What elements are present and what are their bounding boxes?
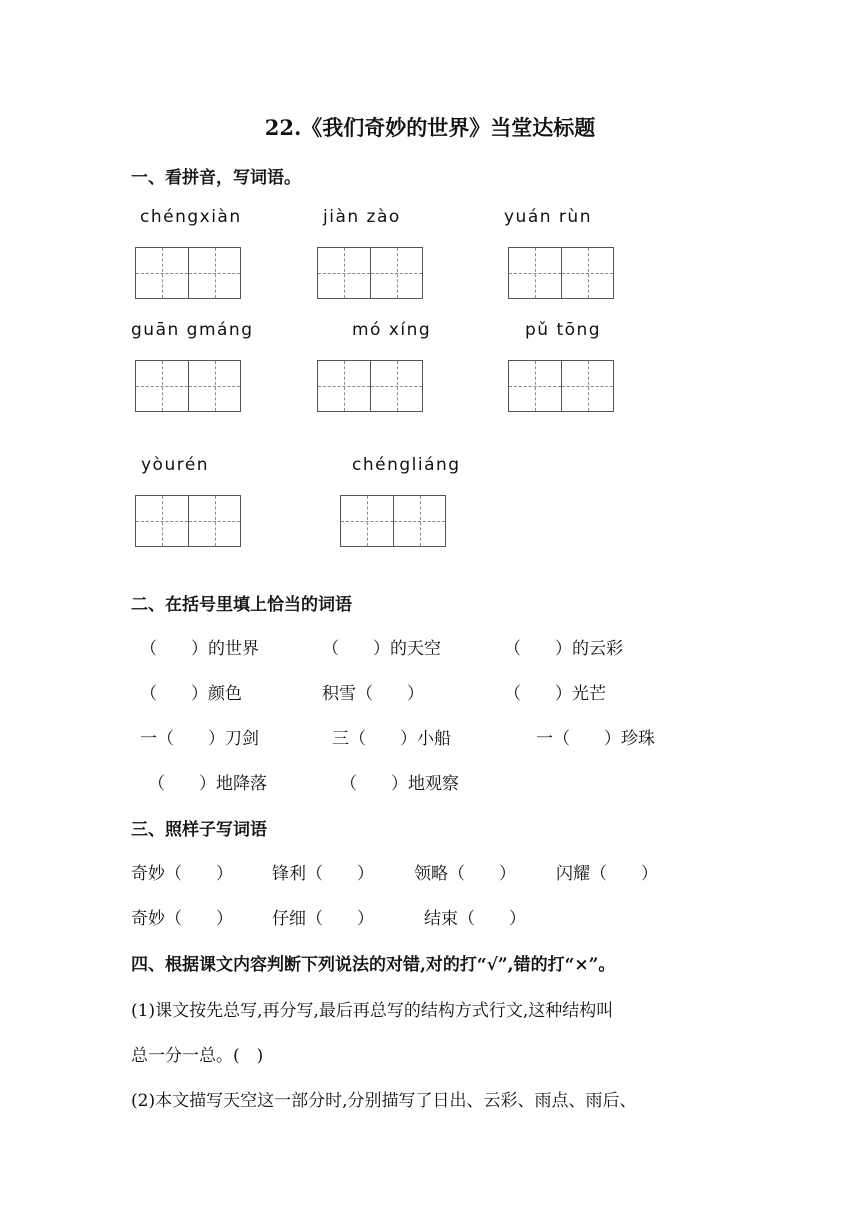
pinyin-7: yòurén [141, 455, 210, 475]
section-1-heading: 一、看拼音，写词语。 [131, 168, 301, 188]
pattern-item[interactable]: 仔细（ ） [272, 909, 374, 929]
pinyin-5: mó xíng [352, 320, 432, 340]
writing-grid-3[interactable] [508, 247, 614, 299]
fill-item[interactable]: 一（ ）珍珠 [536, 729, 655, 749]
pinyin-4: guān gmáng [131, 320, 254, 340]
fill-item[interactable]: （ ）的云彩 [504, 639, 623, 659]
pinyin-3: yuán rùn [504, 207, 592, 227]
writing-grid-4[interactable] [135, 360, 241, 412]
pattern-item[interactable]: 奇妙（ ） [131, 864, 233, 884]
pattern-item[interactable]: 结束（ ） [424, 909, 526, 929]
fill-item[interactable]: （ ）地降落 [148, 774, 267, 794]
page-title: 22.《我们奇妙的世界》当堂达标题 [264, 115, 596, 140]
fill-item[interactable]: 积雪（ ） [322, 684, 424, 704]
writing-grid-2[interactable] [317, 247, 423, 299]
pinyin-8: chéngliáng [352, 455, 461, 475]
fill-item[interactable]: （ ）地观察 [340, 774, 459, 794]
section-2-heading: 二、在括号里填上恰当的词语 [131, 595, 352, 615]
pattern-item[interactable]: 锋利（ ） [272, 864, 374, 884]
pattern-item[interactable]: 奇妙（ ） [131, 909, 233, 929]
writing-grid-6[interactable] [508, 360, 614, 412]
pattern-item[interactable]: 领略（ ） [414, 864, 516, 884]
writing-grid-8[interactable] [340, 495, 446, 547]
judge-q1-line2[interactable]: 总一分一总。( ) [131, 1046, 264, 1066]
fill-item[interactable]: （ ）的天空 [322, 639, 441, 659]
writing-grid-7[interactable] [135, 495, 241, 547]
section-3-heading: 三、照样子写词语 [131, 820, 267, 840]
judge-q2-line1: (2)本文描写天空这一部分时,分别描写了日出、云彩、雨点、雨后、 [131, 1091, 637, 1111]
fill-item[interactable]: （ ）光芒 [504, 684, 606, 704]
writing-grid-5[interactable] [317, 360, 423, 412]
fill-item[interactable]: （ ）颜色 [140, 684, 242, 704]
pinyin-1: chéngxiàn [140, 207, 242, 227]
fill-item[interactable]: 一（ ）刀剑 [140, 729, 259, 749]
judge-q1-line1: (1)课文按先总写,再分写,最后再总写的结构方式行文,这种结构叫 [131, 1001, 614, 1021]
fill-item[interactable]: （ ）的世界 [140, 639, 259, 659]
section-4-heading: 四、根据课文内容判断下列说法的对错,对的打“√”,错的打“×”。 [131, 955, 616, 975]
fill-item[interactable]: 三（ ）小船 [332, 729, 451, 749]
pinyin-6: pǔ tōng [525, 320, 602, 340]
pattern-item[interactable]: 闪耀（ ） [556, 864, 658, 884]
writing-grid-1[interactable] [135, 247, 241, 299]
pinyin-2: jiàn zào [323, 207, 401, 227]
